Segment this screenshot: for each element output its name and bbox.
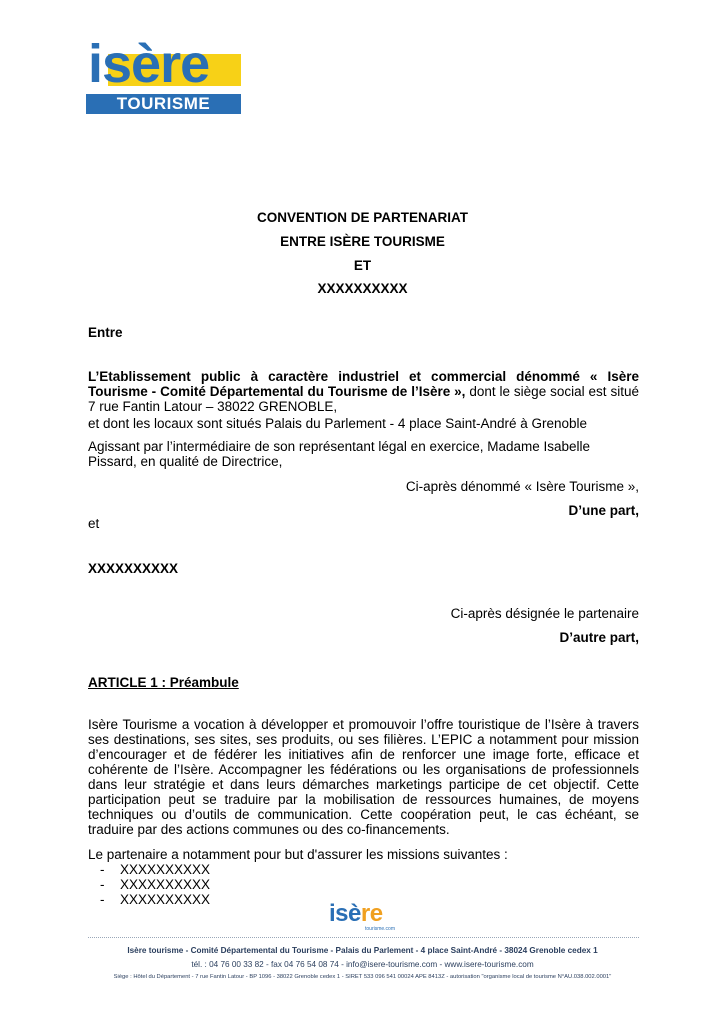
party2-name: XXXXXXXXXX xyxy=(88,561,179,576)
title-line-3: ET xyxy=(353,258,372,273)
footer-divider xyxy=(88,937,639,938)
party1-part: D’une part, xyxy=(568,503,639,518)
list-item: - XXXXXXXXXX xyxy=(100,892,211,907)
title-line-2: ENTRE ISÈRE TOURISME xyxy=(280,234,445,249)
entre-label: Entre xyxy=(88,325,123,340)
party1-intro-bold: L’Etablissement public à caractère industriel et commercial dénommé « Isère Tourisme - Comité Départemental du Tourisme de l’Isère », xyxy=(88,369,639,399)
title-line-1: CONVENTION DE PARTENARIAT xyxy=(256,210,468,225)
party1-locaux: et dont les locaux sont situés Palais du Parlement - 4 place Saint-André à Grenoble xyxy=(88,416,588,431)
footer-logo xyxy=(329,900,399,934)
footer-logo-sub: tourisme.com xyxy=(365,926,396,932)
party1-intro xyxy=(88,369,639,414)
footer-address: Isère tourisme - Comité Départemental du Tourisme - Palais du Parlement - 4 place Saint-André - 38024 Grenoble cedex 1 xyxy=(127,946,598,955)
missions-list xyxy=(88,862,210,907)
footer-contact: tél. : 04 76 00 33 82 - fax 04 76 54 08 74 - info@isere-tourisme.com - www.isere-tourisme.com xyxy=(191,960,534,969)
article1-heading: ARTICLE 1 : Préambule xyxy=(88,675,239,690)
party1-representant: Agissant par l’intermédiaire de son représentant légal en exercice, Madame Isabelle Pissard, en qualité de Directrice, xyxy=(88,439,591,469)
footer-logo-word: isère xyxy=(329,900,383,927)
article1-body: Isère Tourisme a vocation à développer et promouvoir l’offre touristique de l’Isère à travers ses destinations, ses sites, ses produits, ou ses filières. L’EPIC a notamment pour mission d’encourager et de fédérer les initiatives afin de renforcer une image forte, efficace et cohérente de l’Isère. Accompagner les fédérations ou les organisations de professionnels dans leur stratégie et dans leurs démarches marketings participe de cet objectif. Cette participation peut se traduire par la mobilisation de ressources humaines, de moyens techniques ou d’outils de communication. Cette coopération peut, le cas échéant, se traduire par des actions communes ou des co-financements. xyxy=(88,717,639,837)
party1-denomme: Ci-après dénommé « Isère Tourisme », xyxy=(405,479,639,494)
list-item: - XXXXXXXXXX xyxy=(100,877,211,892)
logo-tagline: TOURISME xyxy=(86,94,241,114)
et-label: et xyxy=(88,516,100,531)
isere-tourisme-logo xyxy=(86,34,241,114)
party1-intro-rest: dont le siège social est situé 7 rue Fantin Latour – 38022 GRENOBLE, xyxy=(88,384,639,414)
title-line-4: XXXXXXXXXX xyxy=(317,281,408,296)
missions-intro: Le partenaire a notamment pour but d'assurer les missions suivantes : xyxy=(88,847,508,862)
party2-designee: Ci-après désignée le partenaire xyxy=(450,606,639,621)
logo-word: isère xyxy=(88,34,210,94)
list-item: - XXXXXXXXXX xyxy=(100,862,211,877)
party2-part: D’autre part, xyxy=(559,630,639,645)
footer-legal: Siège : Hôtel du Département - 7 rue Fantin Latour - BP 1096 - 38022 Grenoble cedex 1 - SIRET 533 096 541 00024 APE 8413Z - autorisation "organisme local de tourisme N°AU.038.002.0001" xyxy=(113,974,612,980)
